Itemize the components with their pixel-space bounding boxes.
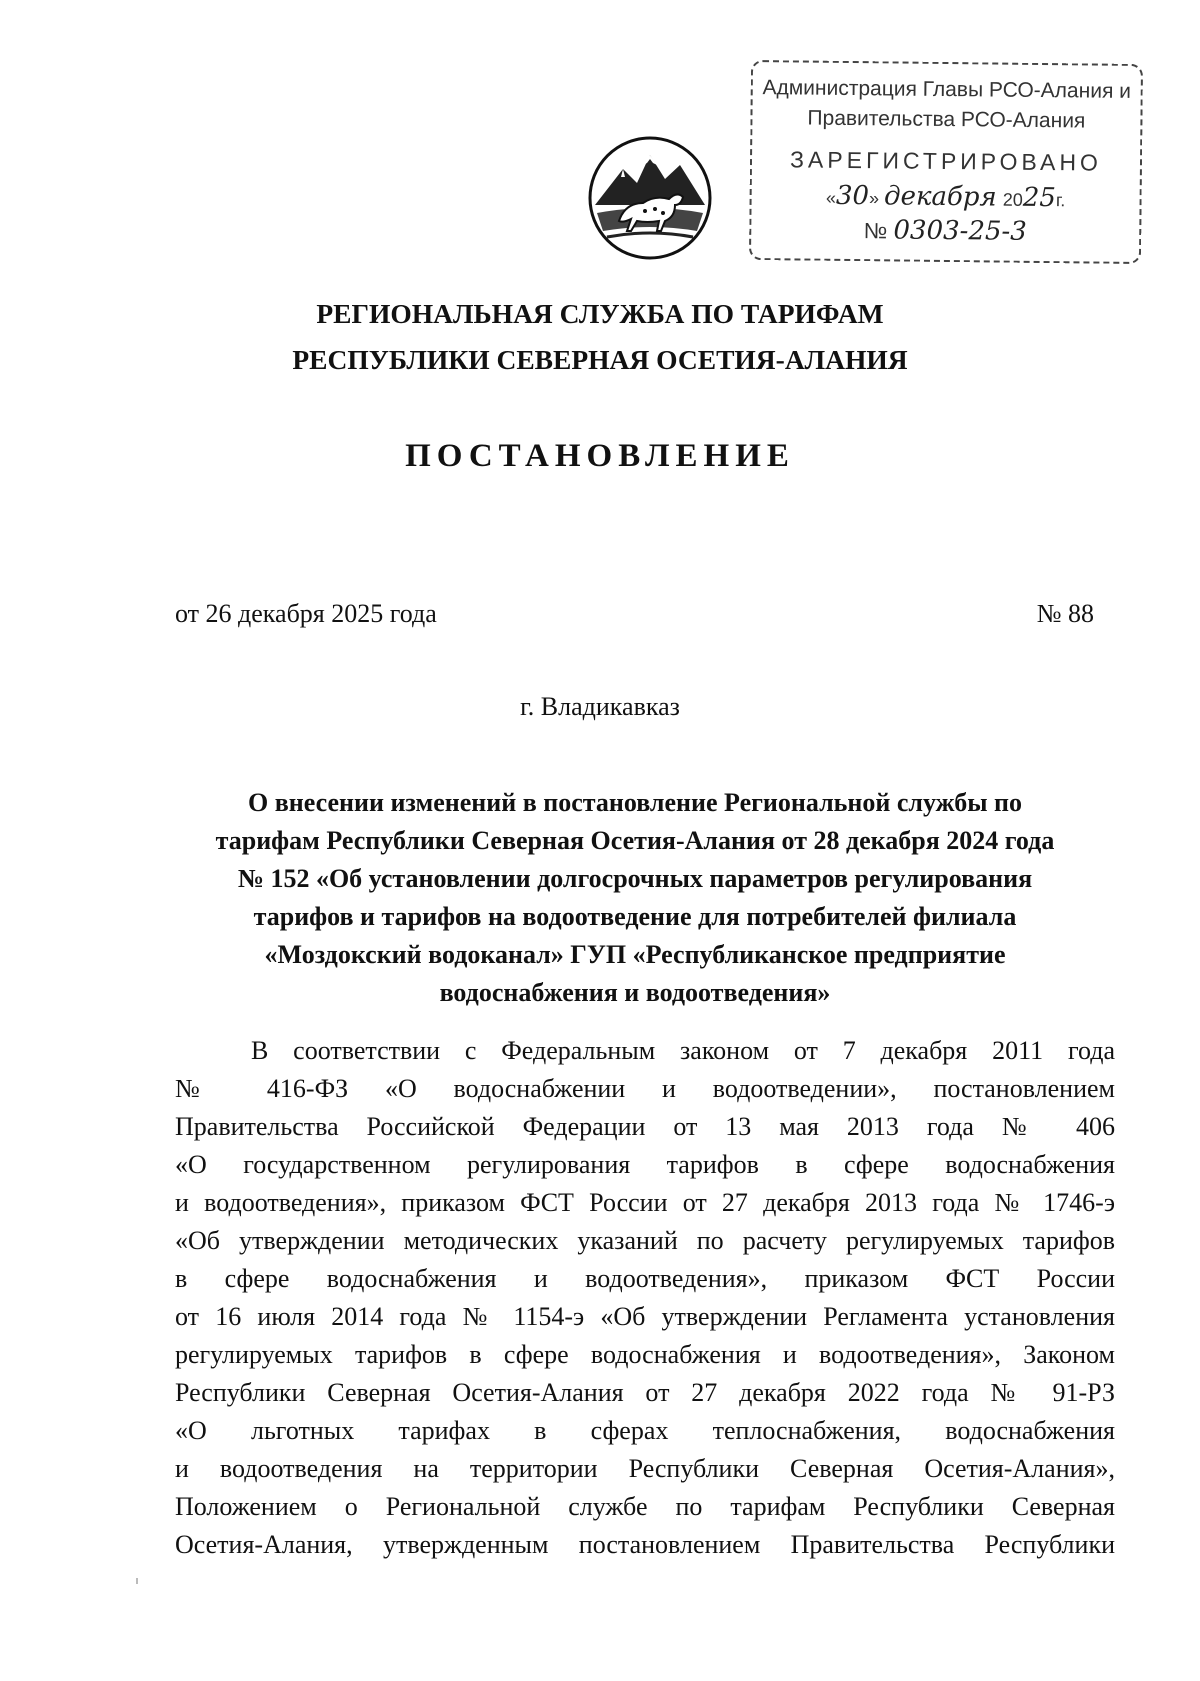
document-number: № 88 [1036,599,1094,628]
stamp-month: декабря [883,181,997,213]
document-body [175,1032,1115,1564]
body-line: и водоотведения на территории Республики Северная Осетия-Алания», [175,1454,1115,1483]
body-line: Положением о Региональной службе по тарифам Республики Северная [175,1492,1115,1521]
body-line: Правительства Российской Федерации от 13 мая 2013 года № 406 [175,1112,1115,1141]
coat-of-arms-emblem [585,133,715,263]
stamp-number-line [751,214,1139,248]
document-date: от 26 декабря 2025 года [175,599,437,628]
body-line: и водоотведения», приказом ФСТ России от 27 декабря 2013 года № 1746-э [175,1188,1115,1217]
body-line: в сфере водоснабжения и водоотведения», приказом ФСТ России [175,1264,1115,1293]
body-line: «О льготных тарифах в сферах теплоснабжения, водоснабжения [175,1416,1115,1445]
stamp-year-suffix: 25 [1022,182,1057,214]
stamp-year-prefix: 20 [1002,189,1023,210]
stamp-number-label: № [863,218,888,244]
document-city: г. Владикавказ [520,692,680,721]
body-line: «О государственном регулирования тарифов в сфере водоснабжения [175,1150,1115,1179]
body-line: «Об утверждении методических указаний по расчету регулируемых тарифов [175,1226,1115,1255]
organization-name-line1: РЕГИОНАЛЬНАЯ СЛУЖБА ПО ТАРИФАМ [316,298,884,329]
stamp-number: 0303-25-3 [893,215,1027,247]
stamp-date-line: «30» декабря 2025г. [825,180,1066,214]
body-line: Республики Северная Осетия-Алания от 27 декабря 2022 года № 91-РЗ [175,1378,1115,1407]
stamp-year-letter: г. [1055,190,1066,211]
body-line: Осетия-Алания, утвержденным постановлением Правительства Республики [175,1530,1115,1559]
registration-stamp [749,60,1143,264]
document-type-title: ПОСТАНОВЛЕНИЕ [405,438,795,474]
body-line: от 16 июля 2014 года № 1154-э «Об утверждении Регламента установления [175,1302,1115,1331]
document-subject: О внесении изменений в постановление Региональной службы по тарифам Республики Северная Осетия-Алания от 28 декабря 2024 года № 152 «Об установлении долгосрочных параметров регулирования тарифов и тарифов на водоотведение для потребителей филиала «Моздокский водоканал» ГУП «Республиканское предприятие водоснабжения и водоотведения» [215,788,1055,1007]
stamp-day: 30 [835,180,870,212]
stamp-administration-line: Администрация Главы РСО-Алания и [762,76,1132,103]
body-line: регулируемых тарифов в сфере водоснабжения и водоотведения», Законом [175,1340,1115,1369]
body-line: В соответствии с Федеральным законом от 7 декабря 2011 года [251,1036,1115,1065]
stamp-registered-label: ЗАРЕГИСТРИРОВАНО [789,146,1103,176]
organization-name-line2: РЕСПУБЛИКИ СЕВЕРНАЯ ОСЕТИЯ-АЛАНИЯ [292,344,908,375]
stamp-government-line: Правительства РСО-Алания [807,106,1086,133]
scan-margin-mark [136,1578,138,1584]
body-line: № 416-ФЗ «О водоснабжении и водоотведении», постановлением [175,1074,1115,1103]
